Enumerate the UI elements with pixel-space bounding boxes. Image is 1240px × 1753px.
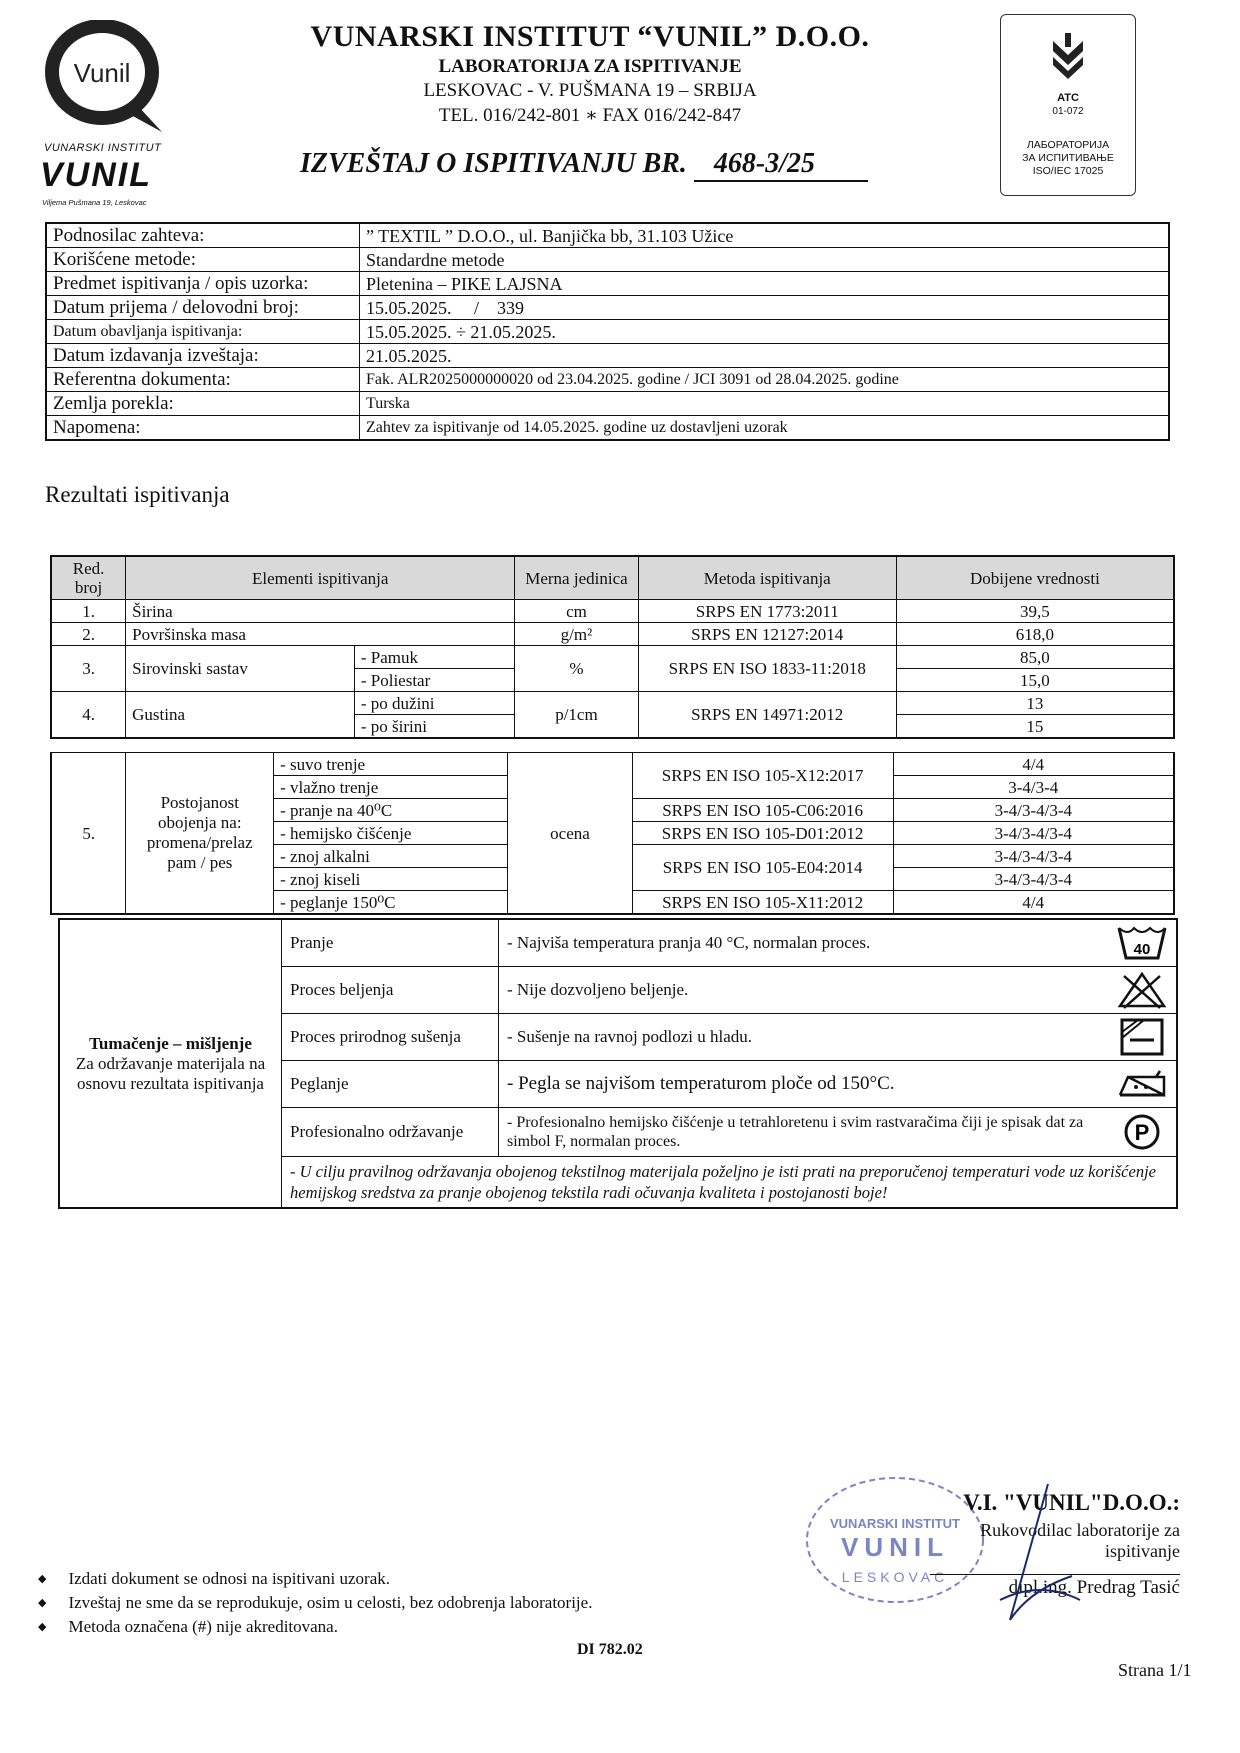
row-method: SRPS EN 12127:2014 bbox=[638, 623, 896, 646]
info-label: Zemlja porekla: bbox=[46, 392, 360, 416]
row-element: Postojanost obojenja na: promena/prelaz pam / pes bbox=[126, 753, 274, 915]
info-value: Zahtev za ispitivanje od 14.05.2025. godine uz dostavljeni uzorak bbox=[360, 416, 1170, 441]
row-sub-element: - peglanje 150⁰C bbox=[274, 891, 508, 915]
row-sub-element: - znoj alkalni bbox=[274, 845, 508, 868]
stamp-line1: VUNARSKI INSTITUT bbox=[830, 1516, 960, 1531]
info-value: 21.05.2025. bbox=[360, 344, 1170, 368]
row-no: 1. bbox=[51, 600, 126, 623]
info-label: Napomena: bbox=[46, 416, 360, 441]
row-value: 618,0 bbox=[896, 623, 1174, 646]
report-title bbox=[300, 148, 868, 182]
info-value: ” TEXTIL ” D.O.O., ul. Banjička bb, 31.103 Užice bbox=[360, 223, 1170, 248]
table-row bbox=[51, 646, 1174, 669]
care-note: - U cilju pravilnog održavanja obojenog tekstilnog materijala poželjno je isti prati na preporučenoj temperaturi vode uz korišćenje hemijskog sredstva za pranje obojenog tekstila radi očuvanja kvaliteta i postojanosti boje! bbox=[282, 1157, 1178, 1209]
dry-clean-letter: P bbox=[1134, 1120, 1150, 1145]
info-label: Predmet ispitivanja / opis uzorka: bbox=[46, 272, 360, 296]
row-element: Sirovinski sastav bbox=[126, 646, 355, 692]
info-label: Datum izdavanja izveštaja: bbox=[46, 344, 360, 368]
care-text: - Profesionalno hemijsko čišćenje u tetrahloretenu i svim rastvaračima čiji je spisak dat za simbol F, normalan proces. bbox=[499, 1108, 1099, 1157]
row-no: 5. bbox=[51, 753, 126, 915]
no-bleach-icon bbox=[1116, 971, 1168, 1009]
table-row bbox=[51, 600, 1174, 623]
care-row bbox=[59, 919, 1177, 967]
vunil-logo bbox=[30, 20, 180, 207]
interpretation-table bbox=[58, 918, 1178, 1209]
info-row bbox=[46, 344, 1169, 368]
page-number: Strana 1/1 bbox=[1118, 1660, 1192, 1680]
row-sub-element: - Poliestar bbox=[354, 669, 514, 692]
info-label: Korišćene metode: bbox=[46, 248, 360, 272]
info-value: Turska bbox=[360, 392, 1170, 416]
info-row bbox=[46, 368, 1169, 392]
row-sub-element: - po širini bbox=[354, 715, 514, 739]
footnote-item: ◆ Izdati dokument se odnosi na ispitivani uzorak. bbox=[38, 1568, 592, 1592]
care-text: - Najviša temperatura pranja 40 °C, normalan proces. bbox=[499, 919, 1099, 967]
care-label: Proces prirodnog sušenja bbox=[282, 1014, 499, 1061]
row-unit: % bbox=[515, 646, 638, 692]
interpretation-title: Tumačenje – mišljenje bbox=[89, 1033, 252, 1053]
info-row bbox=[46, 296, 1169, 320]
care-text: - Pegla se najvišom temperaturom ploče od 150°C. bbox=[499, 1061, 1099, 1108]
footnote-item: ◆ Metoda označena (#) nije akreditovana. bbox=[38, 1616, 592, 1640]
info-label: Referentna dokumenta: bbox=[46, 368, 360, 392]
care-icon-cell bbox=[1098, 1061, 1177, 1108]
logo-q-text: Vunil bbox=[73, 58, 131, 88]
row-method: SRPS EN ISO 105-C06:2016 bbox=[632, 799, 893, 822]
care-icon-cell bbox=[1098, 1108, 1177, 1157]
row-method: SRPS EN ISO 105-X12:2017 bbox=[632, 753, 893, 799]
footnotes bbox=[38, 1568, 592, 1640]
atc-code: ATC bbox=[1057, 92, 1079, 104]
info-value: Fak. ALR2025000000020 od 23.04.2025. godine / JCI 3091 od 28.04.2025. godine bbox=[360, 368, 1170, 392]
row-element: Površinska masa bbox=[126, 623, 515, 646]
dry-clean-p-icon bbox=[1116, 1113, 1168, 1151]
atc-logo-icon bbox=[1043, 33, 1093, 83]
info-row bbox=[46, 392, 1169, 416]
col-no: Red. broj bbox=[51, 556, 126, 600]
stamp-line3: LESKOVAC bbox=[841, 1569, 949, 1585]
col-unit: Merna jedinica bbox=[515, 556, 638, 600]
row-value: 3-4/3-4/3-4 bbox=[893, 868, 1174, 891]
care-icon-cell bbox=[1098, 919, 1177, 967]
col-element: Elementi ispitivanja bbox=[126, 556, 515, 600]
info-label: Datum prijema / delovodni broj: bbox=[46, 296, 360, 320]
info-value: Standardne metode bbox=[360, 248, 1170, 272]
atc-line1: ЛАБОРАТОРИЈА bbox=[1026, 139, 1110, 151]
info-label: Datum obavljanja ispitivanja: bbox=[46, 320, 360, 344]
row-no: 2. bbox=[51, 623, 126, 646]
row-sub-element: - suvo trenje bbox=[274, 753, 508, 776]
info-value: 15.05.2025. ÷ 21.05.2025. bbox=[360, 320, 1170, 344]
colorfastness-table bbox=[50, 752, 1175, 915]
col-method: Metoda ispitivanja bbox=[638, 556, 896, 600]
logo-subtitle: VUNARSKI INSTITUT bbox=[44, 142, 162, 154]
col-value: Dobijene vrednosti bbox=[896, 556, 1174, 600]
signature-name: dipl.ing. Predrag Tasić bbox=[930, 1574, 1180, 1599]
info-row bbox=[46, 248, 1169, 272]
row-sub-element: - znoj kiseli bbox=[274, 868, 508, 891]
row-no: 4. bbox=[51, 692, 126, 739]
row-unit: cm bbox=[515, 600, 638, 623]
institute-phone: TEL. 016/242-801 ∗ FAX 016/242-847 bbox=[438, 105, 742, 126]
institute-address: LESKOVAC - V. PUŠMANA 19 – SRBIJA bbox=[423, 80, 757, 101]
document-code: DI 782.02 bbox=[577, 1641, 643, 1658]
signature-company: V.I. "VUNIL"D.O.O.: bbox=[963, 1490, 1180, 1515]
logo-wordmark: VUNIL bbox=[40, 156, 152, 194]
iron-150-icon bbox=[1116, 1065, 1168, 1103]
institute-name: VUNARSKI INSTITUT “VUNIL” D.O.O. bbox=[310, 20, 870, 53]
dry-flat-shade-icon bbox=[1116, 1018, 1168, 1056]
atc-number: 01-072 bbox=[1052, 106, 1084, 117]
letterhead bbox=[250, 20, 930, 127]
row-method: SRPS EN 14971:2012 bbox=[638, 692, 896, 739]
row-value: 4/4 bbox=[893, 753, 1174, 776]
care-icon-cell bbox=[1098, 1014, 1177, 1061]
row-value: 4/4 bbox=[893, 891, 1174, 915]
care-text: - Sušenje na ravnoj podlozi u hladu. bbox=[499, 1014, 1099, 1061]
row-value: 15,0 bbox=[896, 669, 1174, 692]
row-unit: p/1cm bbox=[515, 692, 638, 739]
row-unit: g/m² bbox=[515, 623, 638, 646]
report-label: IZVEŠTAJ O ISPITIVANJU BR. bbox=[300, 148, 687, 179]
info-label: Podnosilac zahteva: bbox=[46, 223, 360, 248]
row-value: 85,0 bbox=[896, 646, 1174, 669]
info-row bbox=[46, 272, 1169, 296]
info-row bbox=[46, 320, 1169, 344]
row-value: 3-4/3-4 bbox=[893, 776, 1174, 799]
care-label: Profesionalno održavanje bbox=[282, 1108, 499, 1157]
row-value: 13 bbox=[896, 692, 1174, 715]
atc-line3: ISO/IEC 17025 bbox=[1032, 165, 1104, 177]
table-row bbox=[51, 753, 1174, 776]
row-method: SRPS EN ISO 105-X11:2012 bbox=[632, 891, 893, 915]
row-method: SRPS EN ISO 1833-11:2018 bbox=[638, 646, 896, 692]
care-text: - Nije dozvoljeno beljenje. bbox=[499, 967, 1099, 1014]
info-value: 15.05.2025. / 339 bbox=[360, 296, 1170, 320]
row-unit: ocena bbox=[508, 753, 632, 915]
results-header-row bbox=[51, 556, 1174, 600]
table-row bbox=[51, 623, 1174, 646]
results-table bbox=[50, 555, 1175, 739]
table-row bbox=[51, 692, 1174, 715]
info-row bbox=[46, 223, 1169, 248]
footnote-item: ◆ Izveštaj ne sme da se reprodukuje, osim u celosti, bez odobrenja laboratorije. bbox=[38, 1592, 592, 1616]
row-method: SRPS EN 1773:2011 bbox=[638, 600, 896, 623]
row-value: 15 bbox=[896, 715, 1174, 739]
care-label: Peglanje bbox=[282, 1061, 499, 1108]
row-sub-element: - Pamuk bbox=[354, 646, 514, 669]
care-icon-cell bbox=[1098, 967, 1177, 1014]
row-method: SRPS EN ISO 105-D01:2012 bbox=[632, 822, 893, 845]
row-sub-element: - po dužini bbox=[354, 692, 514, 715]
row-method: SRPS EN ISO 105-E04:2014 bbox=[632, 845, 893, 891]
info-row bbox=[46, 416, 1169, 441]
row-value: 3-4/3-4/3-4 bbox=[893, 799, 1174, 822]
care-label: Proces beljenja bbox=[282, 967, 499, 1014]
results-heading: Rezultati ispitivanja bbox=[45, 482, 230, 507]
lab-name: LABORATORIJA ZA ISPITIVANJE bbox=[438, 56, 742, 77]
row-no: 3. bbox=[51, 646, 126, 692]
row-sub-element: - hemijsko čišćenje bbox=[274, 822, 508, 845]
row-value: 3-4/3-4/3-4 bbox=[893, 822, 1174, 845]
atc-line2: ЗА ИСПИТИВАЊЕ bbox=[1022, 152, 1114, 164]
stamp-line2: VUNIL bbox=[841, 1532, 949, 1562]
signature-role: Rukovodilac laboratorije za ispitivanje bbox=[980, 1520, 1180, 1561]
wash-40-icon bbox=[1116, 924, 1168, 962]
report-info-table bbox=[45, 222, 1170, 441]
row-sub-element: - pranje na 40⁰C bbox=[274, 799, 508, 822]
report-number: 468-3/25 bbox=[694, 148, 868, 182]
interpretation-heading bbox=[59, 919, 282, 1208]
interpretation-subtitle: Za održavanje materijala na osnovu rezultata ispitivanja bbox=[75, 1053, 266, 1093]
accreditation-badge bbox=[1000, 14, 1136, 196]
row-value: 3-4/3-4/3-4 bbox=[893, 845, 1174, 868]
info-value: Pletenina – PIKE LAJSNA bbox=[360, 272, 1170, 296]
logo-address: Viljema Pušmana 19, Leskovac bbox=[42, 198, 147, 207]
care-label: Pranje bbox=[282, 919, 499, 967]
row-value: 39,5 bbox=[896, 600, 1174, 623]
q-logo-icon bbox=[40, 20, 170, 135]
row-element: Širina bbox=[126, 600, 515, 623]
row-element: Gustina bbox=[126, 692, 355, 739]
handwritten-signature bbox=[980, 1480, 1090, 1630]
wash-temp-label: 40 bbox=[1133, 941, 1151, 958]
row-sub-element: - vlažno trenje bbox=[274, 776, 508, 799]
